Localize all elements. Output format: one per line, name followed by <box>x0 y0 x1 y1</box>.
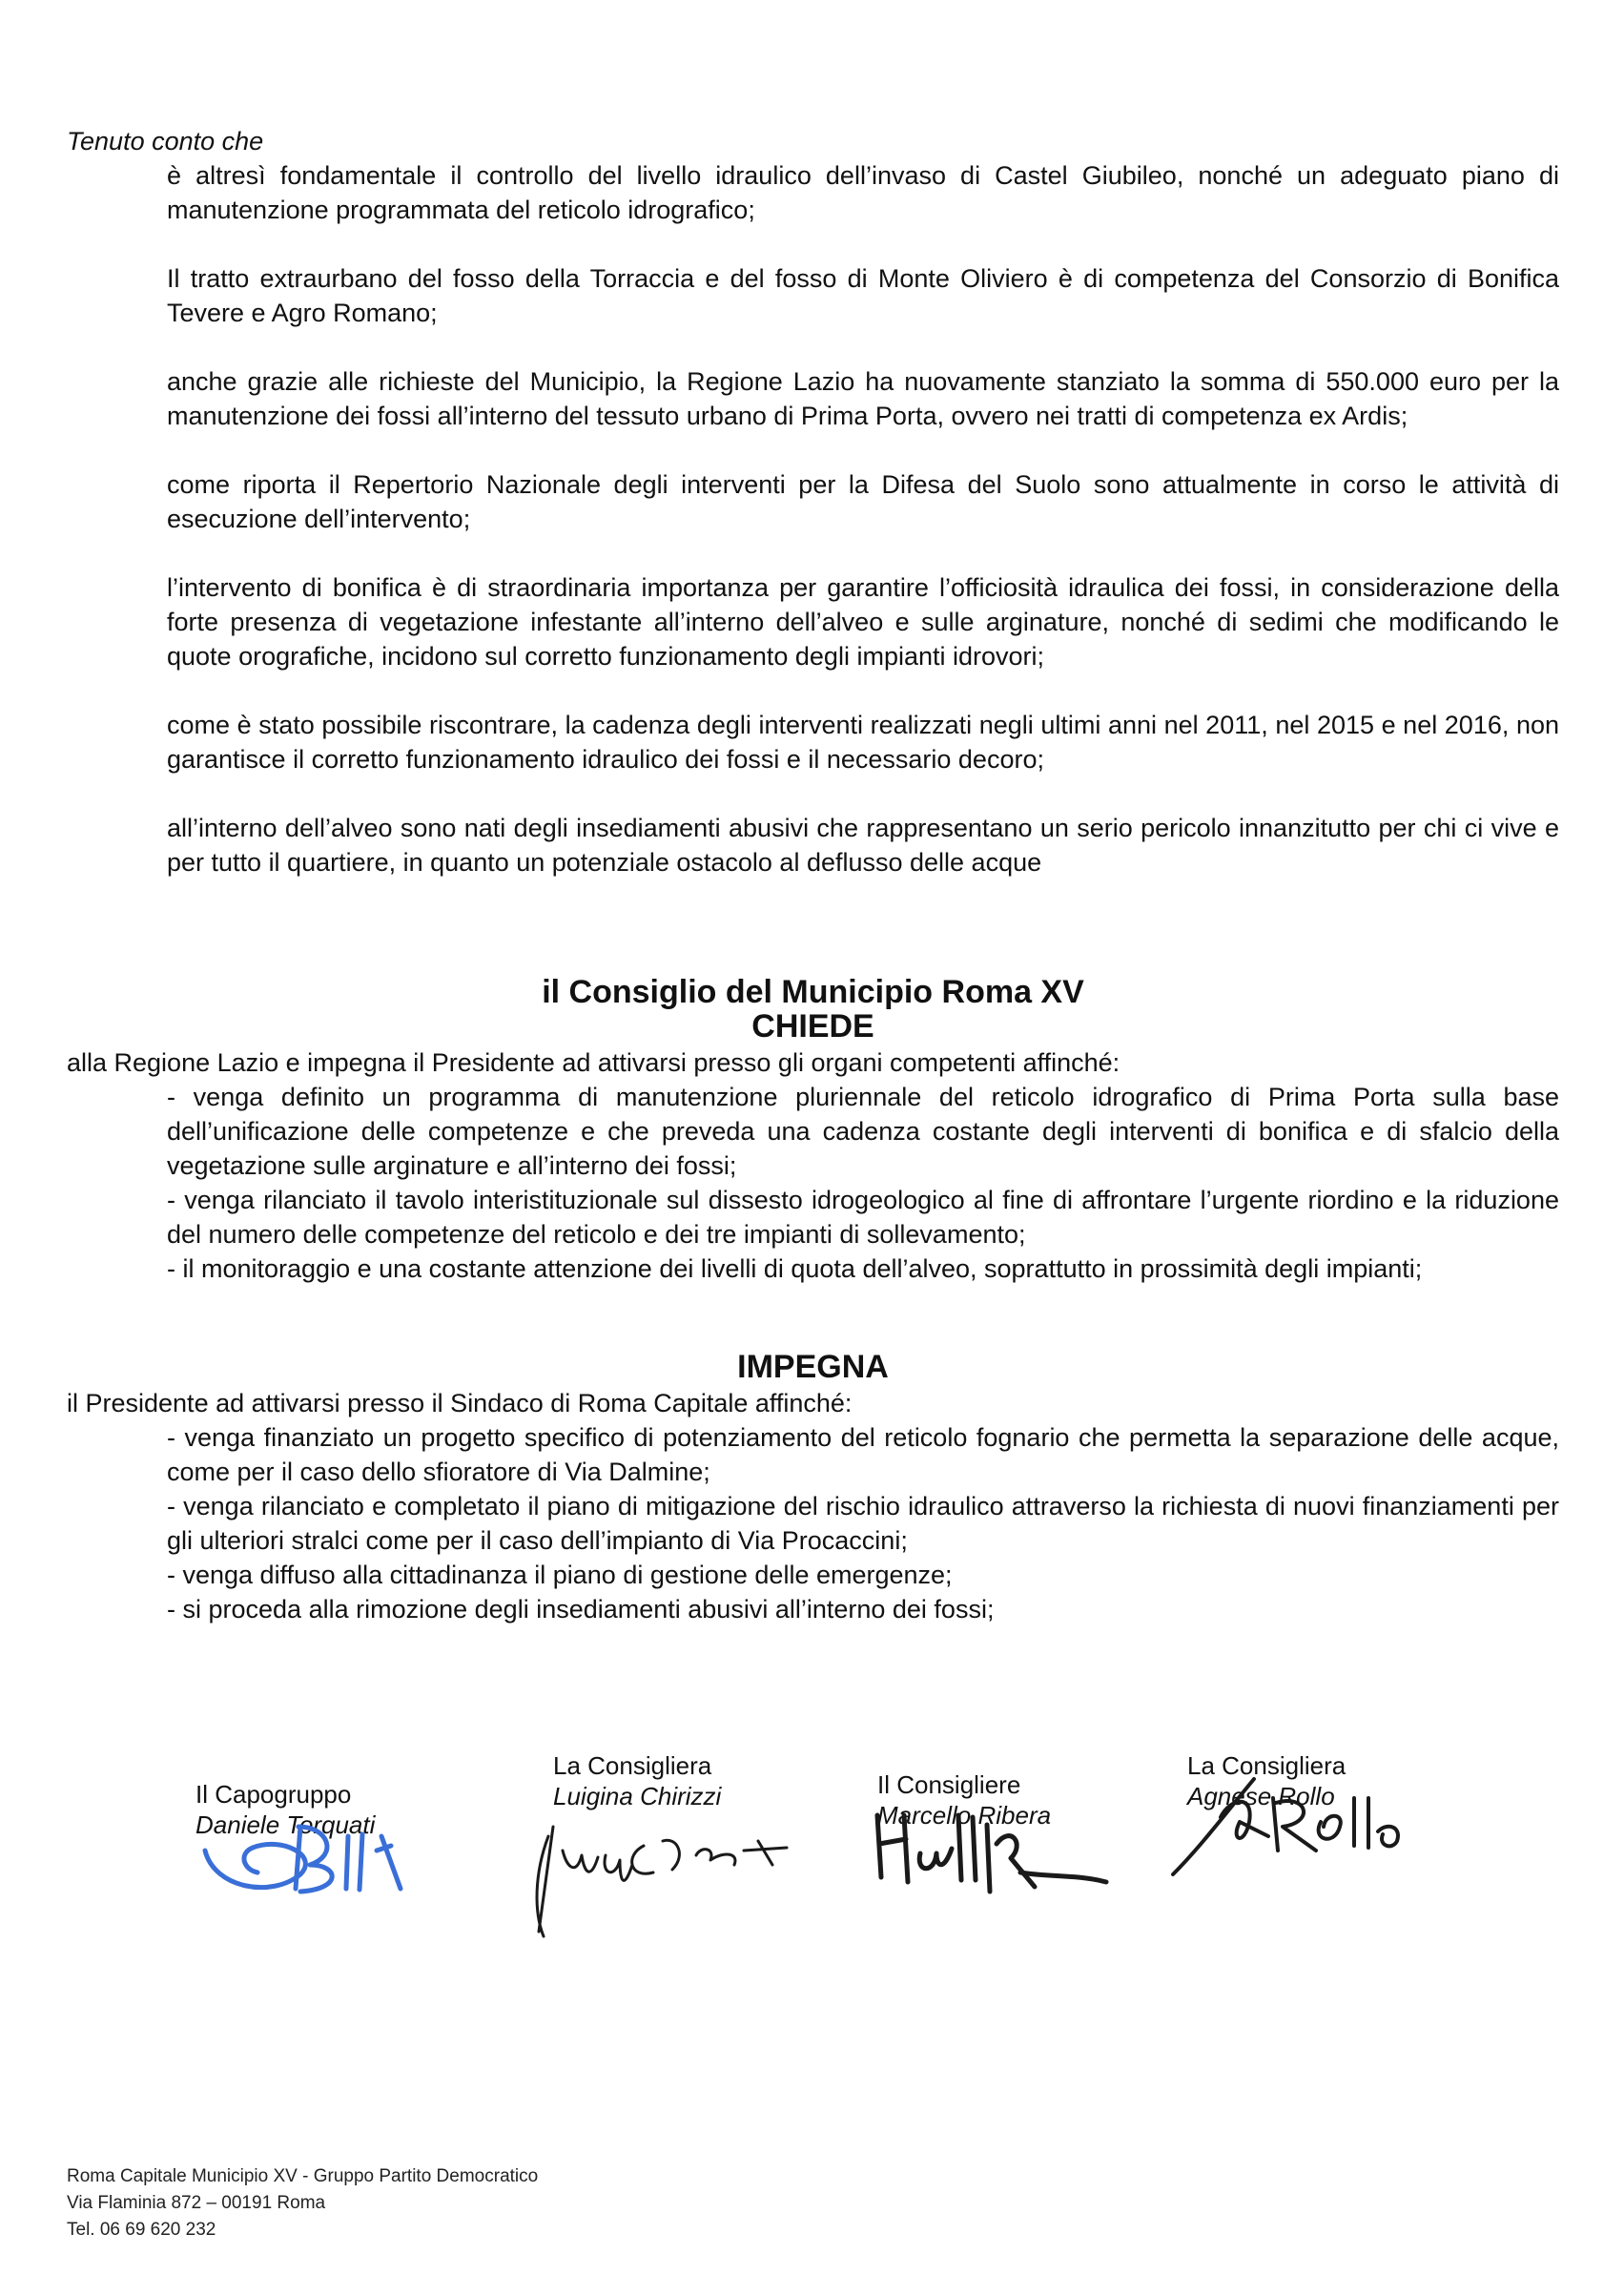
considerations-section <box>67 124 1559 879</box>
intro-heading: Tenuto conto che <box>67 127 264 155</box>
signer-name: Agnese Rollo <box>1187 1782 1335 1810</box>
signature-block <box>877 1769 1125 1831</box>
paragraph: Il tratto extraurbano del fosso della Torraccia e del fosso di Monte Oliviero è di competenza del Consorzio di Bonifica Tevere e Agro Romano; <box>167 264 1559 327</box>
list-item: - si proceda alla rimozione degli insediamenti abusivi all’interno dei fossi; <box>167 1595 995 1624</box>
footer <box>67 2163 538 2244</box>
signer-name: Daniele Torquati <box>195 1810 376 1839</box>
signature-block <box>553 1750 801 1811</box>
chiede-list <box>167 1080 1559 1286</box>
impegna-section <box>67 1386 1559 1626</box>
signer-role: La Consigliera <box>553 1751 712 1780</box>
signer-name: Luigina Chirizzi <box>553 1782 722 1810</box>
signer-role: La Consigliera <box>1187 1751 1346 1780</box>
list-item: - venga diffuso alla cittadinanza il piano di gestione delle emergenze; <box>167 1561 953 1589</box>
list-item: - venga finanziato un progetto specifico di potenziamento del reticolo fognario che permetta la separazione delle acque, come per il caso dello sfioratore di Via Dalmine; <box>167 1423 1559 1486</box>
paragraph: come riporta il Repertorio Nazionale degli interventi per la Difesa del Suolo sono attualmente in corso le attività di esecuzione dell’intervento; <box>167 470 1559 533</box>
signature-row <box>153 1750 1488 1951</box>
signature-block <box>1187 1750 1435 1811</box>
signer-role: Il Capogruppo <box>195 1780 352 1809</box>
chiede-section <box>67 1045 1559 1286</box>
paragraph: all’interno dell’alveo sono nati degli insediamenti abusivi che rappresentano un serio pericolo innanzitutto per chi ci vive e per tutto il quartiere, in quanto un potenziale ostacolo al deflusso delle acque <box>167 814 1559 877</box>
impegna-heading: IMPEGNA <box>737 1349 889 1385</box>
paragraph: è altresì fondamentale il controllo del livello idraulico dell’invaso di Castel Giubileo, nonché un adeguato piano di manutenzione programmata del reticolo idrografico; <box>167 161 1559 224</box>
paragraph: l’intervento di bonifica è di straordinaria importanza per garantire l’officiosità idraulica dei fossi, in considerazione della forte presenza di vegetazione infestante all’interno dell’alveo e sulle arginature, nonché di sedimi che modificando le quote orografiche, incidono sul corretto funzionamento degli impianti idrovori; <box>167 573 1559 671</box>
list-item: - il monitoraggio e una costante attenzione dei livelli di quota dell’alveo, soprattutto in prossimità degli impianti; <box>167 1254 1423 1283</box>
handwritten-signature <box>1163 1769 1430 1884</box>
impegna-lead: il Presidente ad attivarsi presso il Sindaco di Roma Capitale affinché: <box>67 1389 853 1417</box>
paragraph: anche grazie alle richieste del Municipio, la Regione Lazio ha nuovamente stanziato la somma di 550.000 euro per la manutenzione dei fossi all’interno del tessuto urbano di Prima Porta, ovvero nei tratti di competenza ex Ardis; <box>167 367 1559 430</box>
paragraph: come è stato possibile riscontrare, la cadenza degli interventi realizzati negli ultimi anni nel 2011, nel 2015 e nel 2016, non garantisce il corretto funzionamento idraulico dei fossi e il necessario decoro; <box>167 711 1559 774</box>
handwritten-signature <box>186 1798 415 1903</box>
footer-phone: Tel. 06 69 620 232 <box>67 2220 216 2240</box>
list-item: - venga rilanciato il tavolo interistituzionale sul dissesto idrogeologico al fine di affrontare l’urgente riordino e la riduzione del numero delle competenze del reticolo e dei tre impianti di sollevamento; <box>167 1186 1559 1249</box>
chiede-heading: CHIEDE <box>751 1008 874 1045</box>
signer-name: Marcello Ribera <box>877 1801 1052 1830</box>
handwritten-signature <box>510 1798 815 1941</box>
impegna-list <box>167 1420 1559 1626</box>
chiede-lead: alla Regione Lazio e impegna il Presidente ad attivarsi presso gli organi competenti affinché: <box>67 1048 1120 1077</box>
list-item: - venga definito un programma di manutenzione pluriennale del reticolo idrografico di Prima Porta sulla base dell’unificazione delle competenze e che preveda una cadenza costante degli interventi di bonifica e di sfalcio della vegetazione sulle arginature e all’interno dei fossi; <box>167 1083 1559 1180</box>
footer-organization: Roma Capitale Municipio XV - Gruppo Partito Democratico <box>67 2166 539 2186</box>
footer-address: Via Flaminia 872 – 00191 Roma <box>67 2193 326 2213</box>
handwritten-signature <box>868 1796 1116 1901</box>
council-heading: il Consiglio del Municipio Roma XV <box>542 974 1084 1010</box>
list-item: - venga rilanciato e completato il piano di mitigazione del rischio idraulico attraverso la richiesta di nuovi finanziamenti per gli ulteriori stralci come per il caso dell’impianto di Via Procaccini; <box>167 1492 1559 1555</box>
signer-role: Il Consigliere <box>877 1770 1021 1799</box>
signature-block <box>195 1779 443 1840</box>
considerations-list <box>167 158 1559 879</box>
